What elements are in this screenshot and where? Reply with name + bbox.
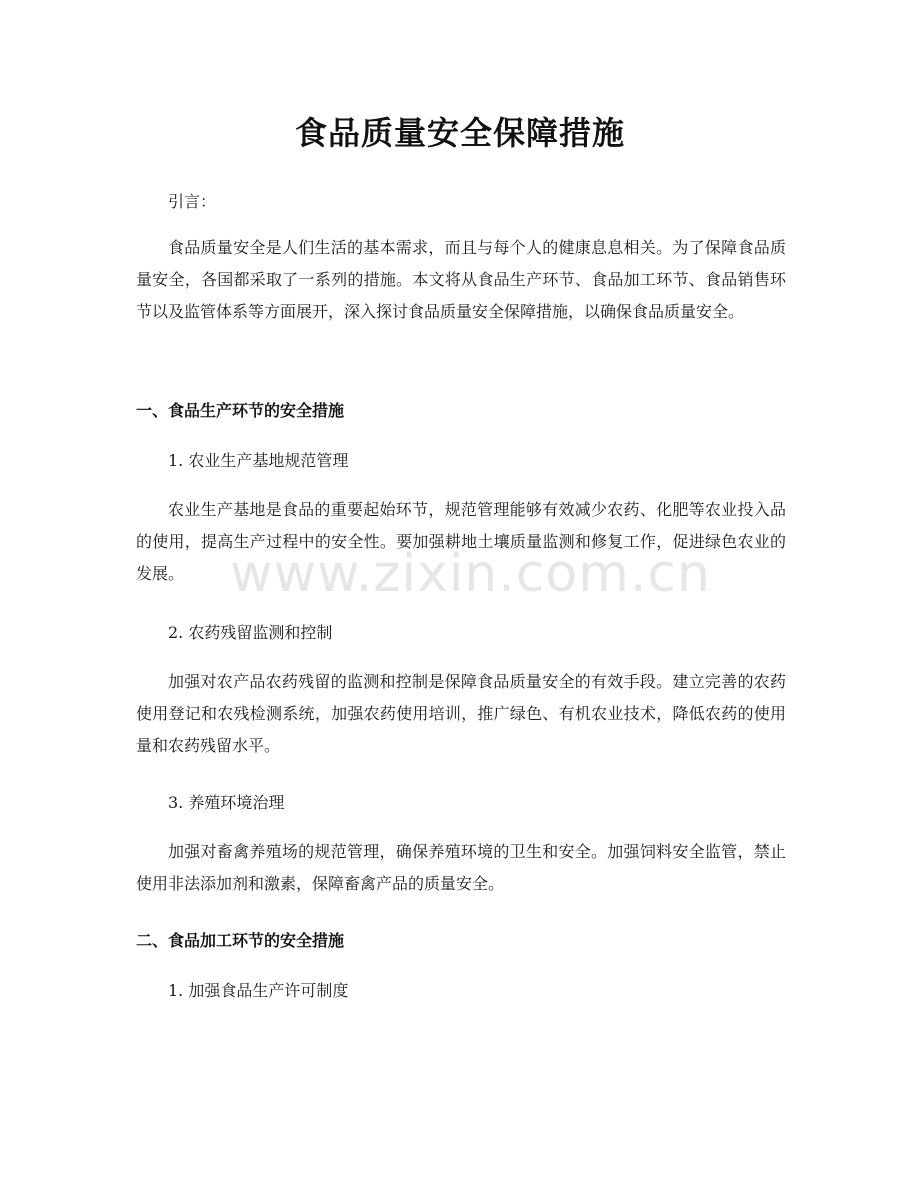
document-title: 食品质量安全保障措施 [294,114,625,152]
item-text-base-management: 农业生产基地是食品的重要起始环节，规范管理能够有效减少农药、化肥等农业投入品的使用，提高生产过程中的安全性。要加强耕地土壤质量监测和修复工作，促进绿色农业的发展。 [136,500,786,583]
item-title-license: 1. 加强食品生产许可制度 [168,981,349,1000]
item-title-pesticide: 2. 农药残留监测和控制 [168,623,333,642]
item-text-pesticide: 加强对农产品农药残留的监测和控制是保障食品质量安全的有效手段。建立完善的农药使用登记和农残检测系统，加强农药使用培训，推广绿色、有机农业技术，降低农药的使用量和农药残留水平。 [136,672,786,755]
watermark: www.zixin.com.cn [230,544,711,604]
item-title-base-management: 1. 农业生产基地规范管理 [168,451,349,470]
item-text-breeding: 加强对畜禽养殖场的规范管理，确保养殖环境的卫生和安全。加强饲料安全监管，禁止使用非法添加剂和激素，保障畜禽产品的质量安全。 [136,842,786,893]
item-title-breeding: 3. 养殖环境治理 [168,793,285,812]
intro-paragraph: 食品质量安全是人们生活的基本需求，而且与每个人的健康息息相关。为了保障食品质量安全，各国都采取了一系列的措施。本文将从食品生产环节、食品加工环节、食品销售环节以及监管体系等方面展开，深入探讨食品质量安全保障措施，以确保食品质量安全。 [136,238,786,321]
intro-label: 引言： [168,192,217,211]
section-heading-processing: 二、食品加工环节的安全措施 [136,931,345,950]
section-heading-production: 一、食品生产环节的安全措施 [136,401,345,420]
